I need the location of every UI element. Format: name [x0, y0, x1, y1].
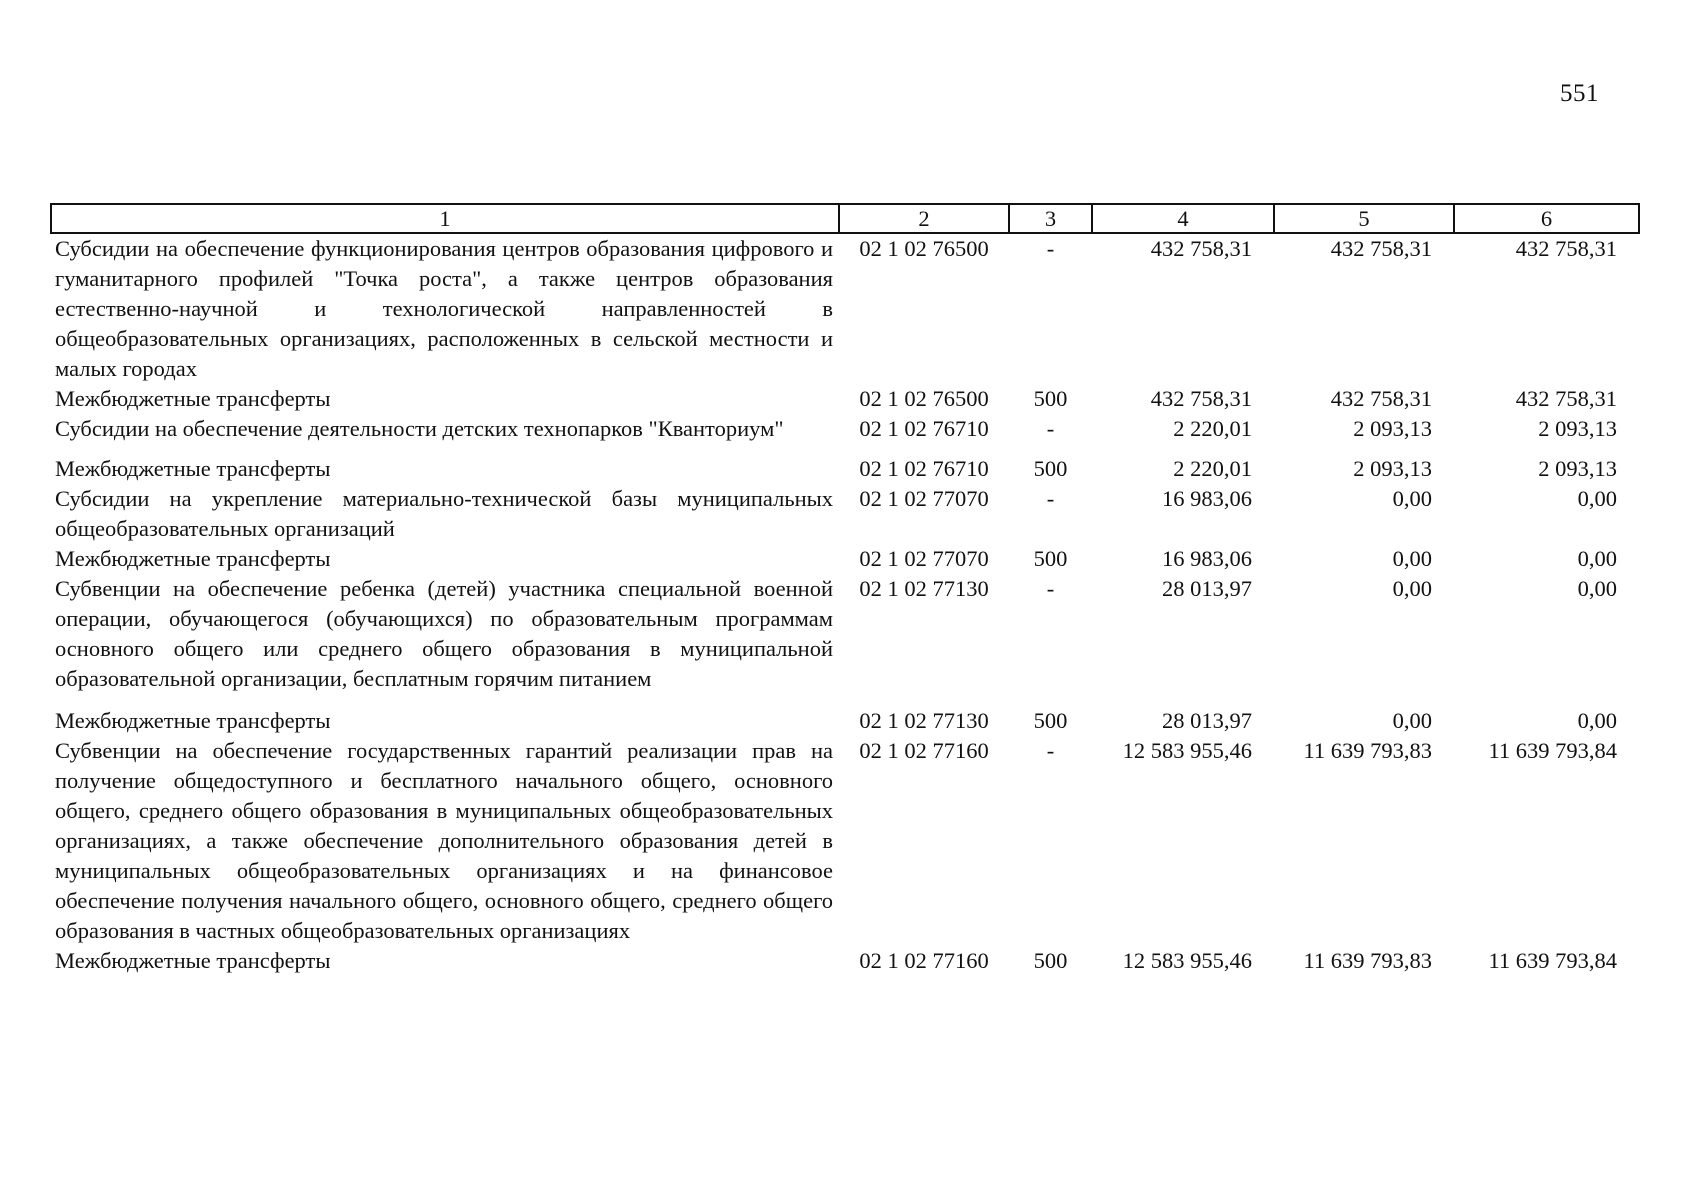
row-amount-1: 28 013,97: [1162, 576, 1252, 601]
budget-table: [50, 203, 1640, 976]
table-row: [51, 484, 1639, 544]
table-row: [51, 414, 1639, 454]
row-name: Субсидии на обеспечение функционирования центров образования цифрового и гуманитарного профилей "Точка роста", а также центров образования естественно-научной и технологической направленностей в общеобразовательных организациях, расположенных в сельской местности и малых городах: [55, 236, 833, 381]
row-amount-2: 0,00: [1392, 576, 1432, 601]
row-code: 02 1 02 77160: [859, 948, 989, 973]
row-name: Субвенции на обеспечение ребенка (детей) участника специальной военной операции, обучающегося (обучающихся) по образовательным программам основного общего или среднего общего образования в муниципальной образовательной организации, бесплатным горячим питанием: [55, 576, 833, 691]
row-amount-3: 2 093,13: [1538, 456, 1617, 481]
row-amount-3: 432 758,31: [1515, 236, 1617, 261]
row-amount-3: 0,00: [1577, 546, 1617, 571]
table-row: [51, 233, 1639, 384]
row-amount-1: 432 758,31: [1150, 236, 1252, 261]
row-name: Межбюджетные трансферты: [55, 546, 331, 571]
row-expense-type: 500: [1033, 948, 1068, 973]
row-amount-1: 12 583 955,46: [1122, 738, 1252, 763]
row-amount-2: 2 093,13: [1353, 416, 1432, 441]
row-code: 02 1 02 77130: [859, 708, 989, 733]
row-code: 02 1 02 76500: [859, 236, 989, 261]
row-amount-2: 432 758,31: [1330, 236, 1432, 261]
table-row: [51, 706, 1639, 736]
row-amount-3: 0,00: [1577, 708, 1617, 733]
row-name: Межбюджетные трансферты: [55, 386, 331, 411]
row-amount-3: 0,00: [1577, 576, 1617, 601]
row-amount-2: 2 093,13: [1353, 456, 1432, 481]
row-amount-1: 2 220,01: [1173, 416, 1252, 441]
row-amount-1: 432 758,31: [1150, 386, 1252, 411]
table-row: [51, 544, 1639, 574]
row-code: 02 1 02 76710: [859, 456, 989, 481]
column-header-code: 2: [839, 204, 1009, 233]
page-number: 551: [1560, 80, 1599, 107]
row-amount-1: 12 583 955,46: [1122, 948, 1252, 973]
row-amount-1: 16 983,06: [1162, 546, 1252, 571]
column-header-name: 1: [51, 204, 839, 233]
table-row: [51, 384, 1639, 414]
column-header-type: 3: [1009, 204, 1092, 233]
table-row: [51, 736, 1639, 946]
row-expense-type: -: [1046, 416, 1055, 441]
row-expense-type: 500: [1033, 456, 1068, 481]
row-expense-type: 500: [1033, 708, 1068, 733]
column-header-amount-2: 5: [1274, 204, 1454, 233]
row-code: 02 1 02 76710: [859, 416, 989, 441]
row-code: 02 1 02 77160: [859, 738, 989, 763]
row-amount-3: 11 639 793,84: [1488, 948, 1617, 973]
table-row: [51, 574, 1639, 706]
table-row: [51, 946, 1639, 976]
row-amount-1: 16 983,06: [1162, 486, 1252, 511]
row-amount-2: 432 758,31: [1330, 386, 1432, 411]
row-code: 02 1 02 77130: [859, 576, 989, 601]
row-name: Субсидии на обеспечение деятельности детских технопарков "Кванториум": [55, 416, 784, 441]
column-header-amount-1: 4: [1092, 204, 1274, 233]
row-name: Межбюджетные трансферты: [55, 456, 331, 481]
table-header-row: [51, 204, 1639, 233]
row-code: 02 1 02 77070: [859, 486, 989, 511]
table-row: [51, 454, 1639, 484]
row-expense-type: 500: [1033, 386, 1068, 411]
row-expense-type: -: [1046, 738, 1055, 763]
row-expense-type: 500: [1033, 546, 1068, 571]
row-expense-type: -: [1046, 236, 1055, 261]
row-amount-3: 2 093,13: [1538, 416, 1617, 441]
row-amount-1: 28 013,97: [1162, 708, 1252, 733]
row-amount-2: 11 639 793,83: [1303, 948, 1432, 973]
row-expense-type: -: [1046, 576, 1055, 601]
column-header-amount-3: 6: [1454, 204, 1639, 233]
row-amount-2: 0,00: [1392, 708, 1432, 733]
row-code: 02 1 02 76500: [859, 386, 989, 411]
row-name: Межбюджетные трансферты: [55, 948, 331, 973]
row-name: Межбюджетные трансферты: [55, 708, 331, 733]
row-code: 02 1 02 77070: [859, 546, 989, 571]
row-amount-1: 2 220,01: [1173, 456, 1252, 481]
row-amount-3: 11 639 793,84: [1488, 738, 1617, 763]
row-amount-3: 0,00: [1577, 486, 1617, 511]
row-amount-2: 0,00: [1392, 546, 1432, 571]
row-amount-2: 0,00: [1392, 486, 1432, 511]
row-expense-type: -: [1046, 486, 1055, 511]
row-amount-3: 432 758,31: [1515, 386, 1617, 411]
row-name: Субвенции на обеспечение государственных гарантий реализации прав на получение общедоступного и бесплатного начального общего, основного общего, среднего общего образования в муниципальных общеобразовательных организациях, а также обеспечение дополнительного образования детей в муниципальных общеобразовательных организациях и на финансовое обеспечение получения начального общего, основного общего, среднего общего образования в частных общеобразовательных организациях: [55, 738, 833, 943]
row-amount-2: 11 639 793,83: [1303, 738, 1432, 763]
row-name: Субсидии на укрепление материально-технической базы муниципальных общеобразовательных организаций: [55, 486, 833, 541]
